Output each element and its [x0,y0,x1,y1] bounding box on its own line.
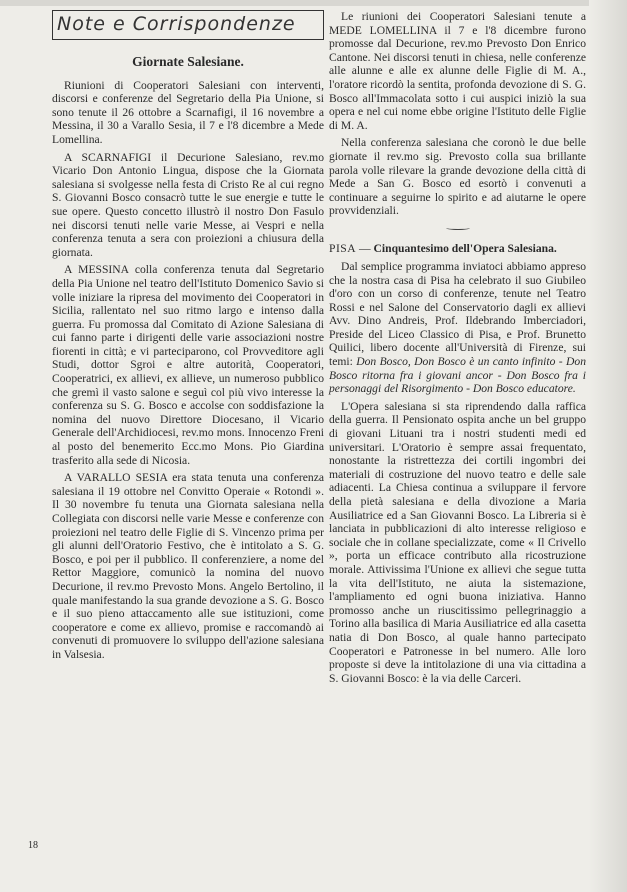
paragraph-mede-conference: Nella conferenza salesiana che coronò le due belle giornate il rev.mo sig. Prevosto colla sua brillante parola volle rilevare la grande devozione della città di Mede a San G. Bosco ed esortò i convenuti a continuare a seguirne lo spirito e ad aiutarne le opere provvidenziali. [329,136,586,218]
paragraph-messina: A MESSINA colla conferenza tenuta dal Segretario della Pia Unione nel teatro dell'Istituto Domenico Savio si volle iniziare la ripresa del movimento dei Cooperatori in Sicilia, rallentato nel suo ritmo largo e intenso dalla guerra. Fu promossa dal Comitato di Azione Salesiana di cui fanno parte i dirigenti delle varie associazioni nostre fiorenti in città; e vi parteciparono, col Provveditore agli Studi, dottor Sgroi e altre autorità, Cooperatori, Cooperatrici, ex allievi, ex allieve, un numeroso pubblico che gremì il vasto salone e seguì col più vivo interesse la conferenza su S. G. Bosco e accolse con soddisfazione la nomina del nuovo Direttore Diocesano, il Vicario Generale dell'Archidiocesi, rev.mo mons. Innocenzo Freni al posto del benemerito Ecc.mo Mons. Pio Giardina trasferito alla sede di Nicosia. [52,263,324,467]
paragraph-mede: Le riunioni dei Cooperatori Salesiani tenute a MEDE LOMELLINA il 7 e l'8 dicembre furono promosse dal Decurione, rev.mo Prevosto Don Enrico Cantone. Nei discorsi tenuti in chiesa, nelle conferenze alle alunne e alle ex alunne delle Figlie di M. A., l'oratore ricordò la sentita, profonda devozione di S. G. Bosco all'Immacolata sotto i cui auspici iniziò la sua opera e nel cui nome ebbe origine l'Istituto delle Figlie di M. A. [329,10,586,132]
pisa-p1-themes: Don Bosco, Don Bosco è un canto infinito - Don Bosco ritorna fra i giovani ancor - Don Bosco fra i personaggi del Risorgimento - Don Bosco educatore. [329,355,586,396]
header-box [52,10,324,40]
pisa-subtitle: Cinquantesimo dell'Opera Salesiana. [373,241,557,255]
section-title: Giornate Salesiane. [132,54,244,69]
pisa-city: PISA [329,241,357,255]
paragraph-scarnafigi: A SCARNAFIGI il Decurione Salesiano, rev.mo Vicario Don Antonio Lingua, dispose che la Giornata salesiana si svolgesse nella festa di Cristo Re al cui regno S. Giovanni Bosco consacrò tutte le sue energie e tutte le sue opere. Questo concetto illustrò il nostro Don Fasulo nei discorsi tenuti nelle varie Messe, ai Vespri e nella conferenza tenuta a sera con proiezioni a chiusura della giornata. [52,150,324,259]
paragraph-intro: Riunioni di Cooperatori Salesiani con interventi, discorsi e conferenze del Segretario della Pia Unione, si sono tenute il 26 ottobre a Scarnafigi, il 16 novembre a Messina, il 30 a Varallo Sesia, il 7 e l'8 dicembre a Mede Lomellina. [52,78,324,146]
page-right-edge [589,0,627,892]
paragraph-pisa-opera: L'Opera salesiana si sta riprendendo dalla raffica della guerra. Il Pensionato ospita anche un bel gruppo di giovani Lituani tra i nostri studenti medi ed universitari. L'Oratorio è sempre assai frequentato, nonostante la ristrettezza dei cortili ingombri dei materiali di costruzione del nuovo teatro e delle sale adiacenti. La Chiesa continua a sviluppare il fervore della pietà salesiana e della divozione a Maria Ausiliatrice ed a San Giovanni Bosco. La Libreria si è lanciata in pubblicazioni di alto interesse religioso e sociale che in collane specializzate, come « Il Crivello », porta un efficace contributo alla ricostruzione morale. Attivissima l'Unione ex allievi che segue tutta la vita dell'Istituto, ne aiuta la sistemazione, l'ampliamento ed ogni buona iniziativa. Hanno promosso anche un riuscitissimo pellegrinaggio a Torino alla basilica di Maria Ausiliatrice ed alla casetta natia di Don Bosco, al quale hanno partecipato Cooperatori e Patronesse in bel numero. Alle loro proposte si deve la intitolazione di una via cittadina a S. Giovanni Bosco: è la via delle Carceri. [329,399,586,685]
left-column [52,0,324,666]
paragraph-varallo: A VARALLO SESIA era stata tenuta una conferenza salesiana il 19 ottobre nel Convitto Operaie « Rotondi ». Il 30 novembre fu tenuta una Giornata salesiana nella Collegiata con discorsi nelle varie Messe e conferenze con proiezioni nel teatro delle Figlie di S. Vincenzo prima per gli alunni dell'Oratorio Festivo, che è intitolato a S. G. Bosco, e poi per il pubblico. Il conferenziere, a nome del Rettor Maggiore, comunicò la nomina del nuovo Decurione, il rev.mo Prevosto Mons. Angelo Bertolino, il quale manifestando la sua grande devozione a S. G. Bosco e il suo pieno attaccamento alle sue istituzioni, come cooperatore e come ex allievo, promise e raccomandò ai convenuti di promuovere lo sviluppo dell'azione salesiana in Valsesia. [52,471,324,661]
paragraph-pisa-programma [329,260,586,396]
page-number: 18 [28,840,38,851]
pisa-p1-text: Dal semplice programma inviatoci abbiamo appreso che la nostra casa di Pisa ha celebrato il suo Giubileo d'oro con un corso di conferenze, tenute nel Teatro Rossi e nel Salone del Conservatorio dagli ex allievi Avv. Dino Andreis, Prof. Ildebrando Imberciadori, Preside del Liceo Classico di Pisa, e Prof. Brunetto Quilici, libero docente all'Università di Firenze, sui temi: [329,259,586,369]
section-divider [446,226,470,230]
pisa-heading [329,242,586,256]
header-title: Note e Corrispondenze [57,13,296,36]
pisa-dash: — [356,241,374,255]
right-column [329,10,586,689]
